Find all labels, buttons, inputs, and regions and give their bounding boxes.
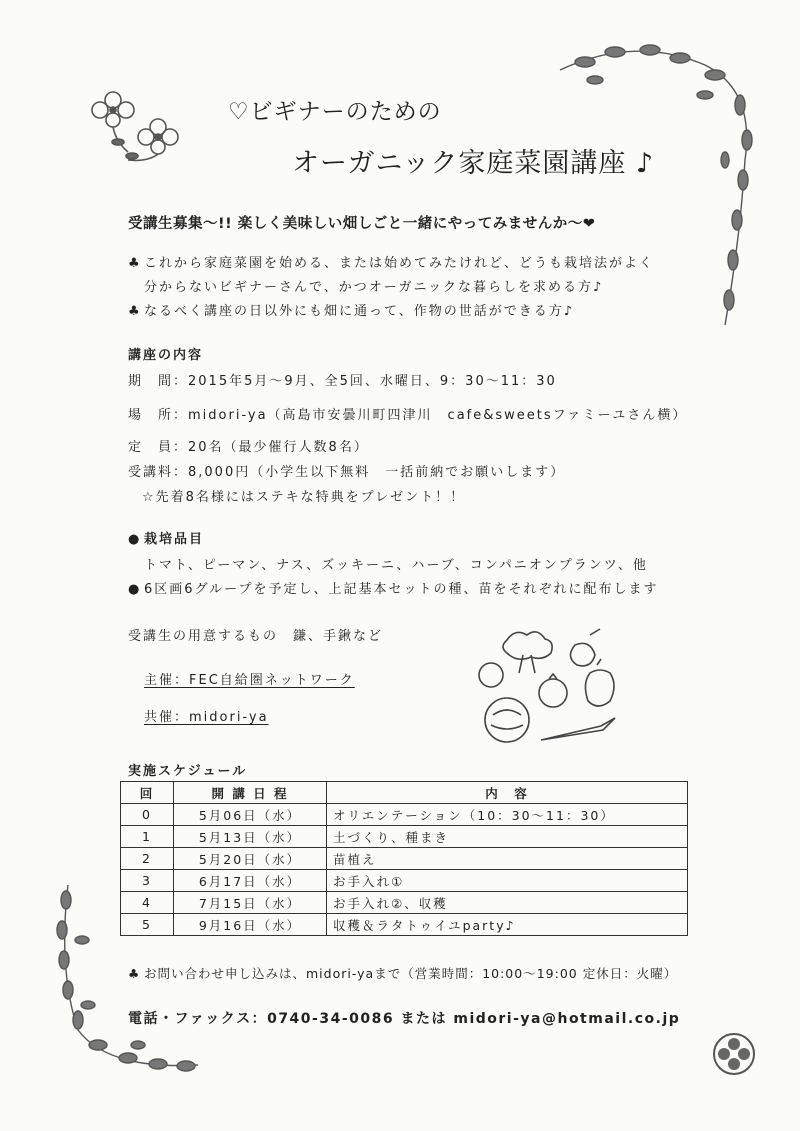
heart-sprout-icon: ♡ [228, 99, 250, 125]
contact-note: ♣ お問い合わせ申し込みは、midori-yaまで（営業時間：10:00〜19:00 定休日：火曜） [128, 966, 678, 981]
sprout-bullet-icon: ♣ [128, 256, 142, 271]
music-note-icon: ♪ [626, 148, 655, 179]
crops-list: トマト、ピーマン、ナス、ズッキーニ、ハーブ、コンパニオンプランツ、他 [144, 558, 648, 573]
schedule-heading: 実施スケジュール [128, 764, 248, 779]
table-row: 2 5月20日（水） 苗植え [121, 848, 688, 870]
header-content: 内 容 [327, 782, 688, 804]
heart-icon: ❤ [582, 216, 596, 232]
schedule-table [120, 781, 688, 936]
course-capacity: 定 員：20名（最少催行人数8名） [128, 440, 369, 455]
title-line1: ♡ビギナーのための [228, 99, 442, 125]
course-heading: 講座の内容 [128, 348, 204, 363]
title-line2: オーガニック家庭菜園講座 ♪ [292, 148, 655, 179]
header-round: 回 [121, 782, 174, 804]
table-row: 3 6月17日（水） お手入れ① [121, 870, 688, 892]
crops-heading: ● 栽培品目 [128, 532, 205, 547]
schedule-header-row [121, 782, 688, 804]
eggplant-bullet-icon: ● [128, 582, 142, 597]
course-place: 場 所：midori-ya（高島市安曇川町四津川 cafe&sweetsファミーユさん横） [128, 408, 688, 423]
bring-items: 受講生の用意するもの 鎌、手鍬など [128, 629, 384, 644]
sprout-bullet-icon: ♣ [128, 304, 142, 319]
vegetables-illustration-icon [475, 625, 635, 750]
header-date: 開 講 日 程 [174, 782, 327, 804]
course-period: 期 間：2015年5月〜9月、全5回、水曜日、9：30〜11：30 [128, 374, 557, 389]
table-row: 5 9月16日（水） 収穫＆ラタトゥイユparty♪ [121, 914, 688, 936]
intro-line-1: ♣ これから家庭菜園を始める、または始めてみたけれど、どうも栽培法がよく [128, 256, 655, 271]
flower-doodle-icon [88, 82, 188, 172]
intro-line-3: ♣ なるべく講座の日以外にも畑に通って、作物の世話ができる方♪ [128, 304, 575, 319]
sprout-bullet-icon: ♣ [128, 966, 141, 981]
table-row: 1 5月13日（水） 土づくり、種まき [121, 826, 688, 848]
crops-note: ● 6区画6グループを予定し、上記基本セットの種、苗をそれぞれに配布します [128, 582, 659, 597]
round-flower-stamp-icon [712, 1032, 756, 1076]
eggplant-bullet-icon: ● [128, 532, 142, 547]
intro-line-2: 分からないビギナーさんで、かつオーガニックな暮らしを求める方♪ [144, 280, 604, 295]
table-row: 0 5月06日（水） オリエンテーション（10：30〜11：30） [121, 804, 688, 826]
contact-phone-email: 電話・ファックス：0740-34-0086 または midori-ya@hotmail.co.jp [128, 1011, 681, 1027]
cosponsor: 共催：midori-ya [144, 710, 269, 725]
course-fee: 受講料：8,000円（小学生以下無料 一括前納でお願いします） [128, 465, 566, 480]
course-bonus: ☆先着8名様にはステキな特典をプレゼント！！ [142, 490, 466, 505]
organizer: 主催：FEC自給圏ネットワーク [144, 673, 355, 688]
table-row: 4 7月15日（水） お手入れ②、収穫 [121, 892, 688, 914]
recruitment-headline: 受講生募集〜!! 楽しく美味しい畑しごと一緒にやってみませんか〜❤ [128, 216, 596, 232]
